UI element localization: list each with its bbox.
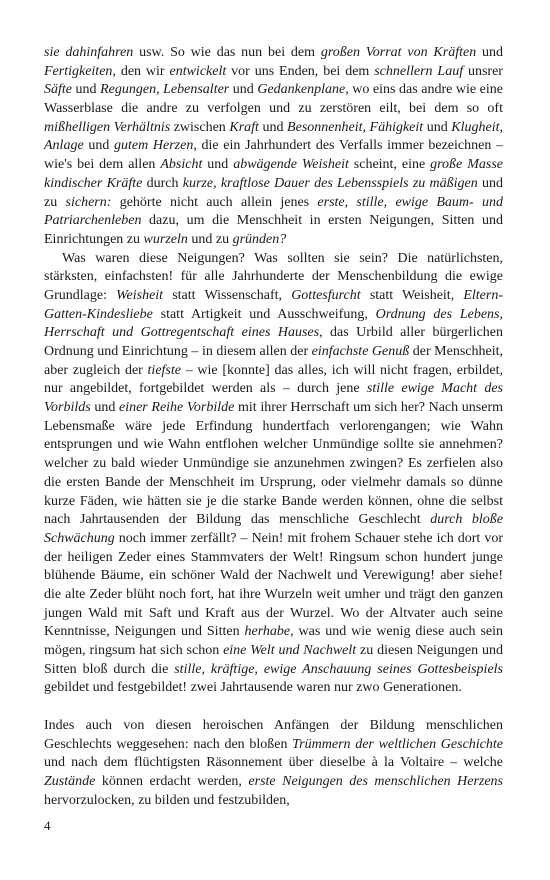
italic-text-run: gutem Herzen: [114, 138, 194, 154]
text-run: scheint, eine: [348, 157, 431, 173]
text-run: , den wir: [112, 63, 170, 79]
paragraph-1: [44, 44, 503, 250]
italic-text-run: Fertigkeiten: [44, 63, 113, 79]
text-run: durch: [142, 175, 183, 191]
text-run: mit ihrer Herrschaft um sich her? Nach unserm Lebensmaße wäre jede Erfindung hundertfach verlorengangen; wie Wahn entsprungen und wie Wahn entflohen welcher Unmündige sollte sie annehmen? welcher zu bald wieder Unmündige sie anzunehmen zwingen? Es zerfielen also die ersten Bande der Menschheit im Ursprung, oder vielmehr damals so dünne kurze Fäden, wie hätten sie je die starke Bande werden können, ohne die selbst nach Jahrtausenden der Bildung das menschliche Geschlecht: [44, 400, 503, 528]
text-run: Indes auch von diesen heroischen Anfängen der Bildung menschlichen Geschlechts weggesehen: nach den bloßen: [44, 718, 503, 752]
text-run: vor uns Enden, bei dem: [226, 63, 375, 79]
text-run: und nach dem flüchtigsten Räsonnement über dieselbe à la Voltaire – welche: [44, 755, 503, 771]
text-run: , was und wie wenig diese auch sein mögen, ringsum hat sich schon: [44, 624, 504, 658]
italic-text-run: herhabe: [244, 624, 291, 640]
italic-text-run: Absicht: [160, 157, 203, 173]
italic-text-run: Gottesfurcht: [291, 287, 361, 303]
text-run: der Menschheit, aber zugleich der: [44, 344, 503, 378]
text-run: – wie [konnte] das alles, ich will nicht fragen, erbildet, nur angebildet, fortgebildet werden als – durch jene: [44, 362, 503, 397]
italic-text-run: stille ewige Macht des Vorbilds: [44, 381, 503, 416]
italic-text-run: einfachste Genuß: [311, 344, 410, 359]
italic-text-run: erste, stille, ewige Baum- und Patriarchenleben: [44, 194, 504, 229]
text-run: und: [229, 82, 258, 98]
italic-text-run: eine Welt und Nachwelt: [223, 643, 357, 658]
text-run: hervorzulocken, zu bilden und festzubilden,: [44, 792, 290, 808]
text-run: zwischen: [170, 119, 230, 135]
italic-text-run: entwickelt: [169, 63, 227, 79]
italic-text-run: Zustände: [44, 774, 96, 790]
italic-text-run: durch bloße Schwächung: [44, 512, 503, 546]
italic-text-run: gründen?: [232, 231, 287, 247]
text-run: und zu: [44, 175, 504, 210]
text-run: , die ein Jahrhundert des Verfalls immer bezeichnen – wie's bei dem allen: [44, 138, 504, 173]
text-run: statt Weisheit,: [360, 287, 464, 303]
italic-text-run: Regungen, Lebensalter: [100, 82, 230, 98]
italic-text-run: Kraft: [229, 119, 259, 135]
text-run: und: [423, 119, 452, 135]
text-run: , wo eins das andre wie eine Wasserblase die andre zu verfolgen und zu zerstören eilt, bei dem so oft: [44, 82, 503, 117]
text-run: noch immer zerfällt? – Nein! mit frohem Schauer stehe ich dort vor der heiligen Zeder eines Stammvaters der Welt! Ringsum schon hundert junge blühende Bäume, ein schöner Wald der Nachwelt und Verewigung! aber siehe! die alte Zeder blüht noch fort, hat ihre Wurzeln weit umher und trägt den ganzen jungen Wald mit Saft und Kraft aus der Wurzel. Wo der Altvater auch seine Kenntnisse, Neigungen und Sitten: [44, 530, 503, 640]
text-run: unsrer: [463, 63, 503, 79]
italic-text-run: erste Neigungen des menschlichen Herzens: [248, 774, 503, 790]
italic-text-run: großen Vorrat von Kräften: [320, 45, 477, 60]
italic-text-run: schnellern Lauf: [374, 63, 464, 79]
italic-text-run: Säfte: [44, 82, 72, 98]
italic-text-run: Eltern-Gatten-Kindesliebe: [44, 287, 503, 322]
italic-text-run: mißhelligen Verhältnis: [44, 119, 171, 135]
italic-text-run: Ordnung des Lebens, Herrschaft und Gottregentschaft eines Hauses: [44, 306, 503, 341]
italic-text-run: große Masse kindischer Kräfte: [44, 157, 503, 191]
italic-text-run: Weisheit: [116, 287, 164, 303]
text-run: Was waren diese Neigungen? Was sollten sie sein? Die natürlichsten, stärksten, einfachsten! für alle Jahrhunderte der Menschenbildung die ewige Grundlage:: [44, 250, 503, 303]
text-run: , das Urbild aller bürgerlichen Ordnung und Einrichtung – in diesem allen der: [44, 325, 503, 359]
page-number: 4: [44, 818, 51, 833]
italic-text-run: abwägende Weisheit: [233, 157, 349, 173]
text-run: gebildet und festgebildet! zwei Jahrtausende waren nur zwo Generationen.: [44, 680, 462, 696]
text-run: und zu: [187, 231, 233, 247]
text-run: können erdacht werden,: [95, 774, 249, 790]
italic-text-run: tiefste: [147, 362, 181, 378]
italic-text-run: einer Reihe Vorbilde: [118, 400, 235, 416]
italic-text-run: Gedankenplane: [257, 82, 346, 98]
italic-text-run: sichern:: [65, 194, 112, 210]
italic-text-run: wurzeln: [143, 231, 188, 247]
text-run: und: [90, 400, 119, 416]
text-run: und: [258, 119, 288, 135]
italic-text-run: Besonnenheit, Fähigkeit: [287, 119, 424, 135]
text-run: statt Wissenschaft,: [163, 287, 292, 303]
text-run: und: [72, 82, 101, 98]
body-text: [44, 44, 503, 811]
italic-text-run: Klugheit, Anlage: [44, 119, 504, 154]
text-run: usw. So wie das nun bei dem: [133, 45, 321, 60]
italic-text-run: sie dahinfahren: [44, 45, 134, 60]
text-run: und: [476, 45, 503, 60]
paragraph-2: [44, 250, 503, 699]
italic-text-run: kurze, kraftlose Dauer des Lebensspiels zu mäßigen: [182, 175, 478, 191]
text-run: und: [202, 157, 234, 173]
text-run: und: [83, 138, 115, 154]
text-run: zu diesen Neigungen und Sitten bloß durch die: [44, 643, 503, 677]
italic-text-run: Trümmern der weltlichen Geschichte: [292, 736, 503, 752]
text-run: gehörte nicht auch allein jenes: [111, 194, 318, 210]
text-run: statt Artigkeit und Ausschweifung,: [152, 306, 376, 322]
italic-text-run: stille, kräftige, ewige Anschauung seines Gottesbeispiels: [174, 661, 503, 677]
paragraph-3: [44, 717, 503, 810]
text-run: dazu, um die Menschheit in ersten Neigungen, Sitten und Einrichtungen zu: [44, 213, 503, 247]
